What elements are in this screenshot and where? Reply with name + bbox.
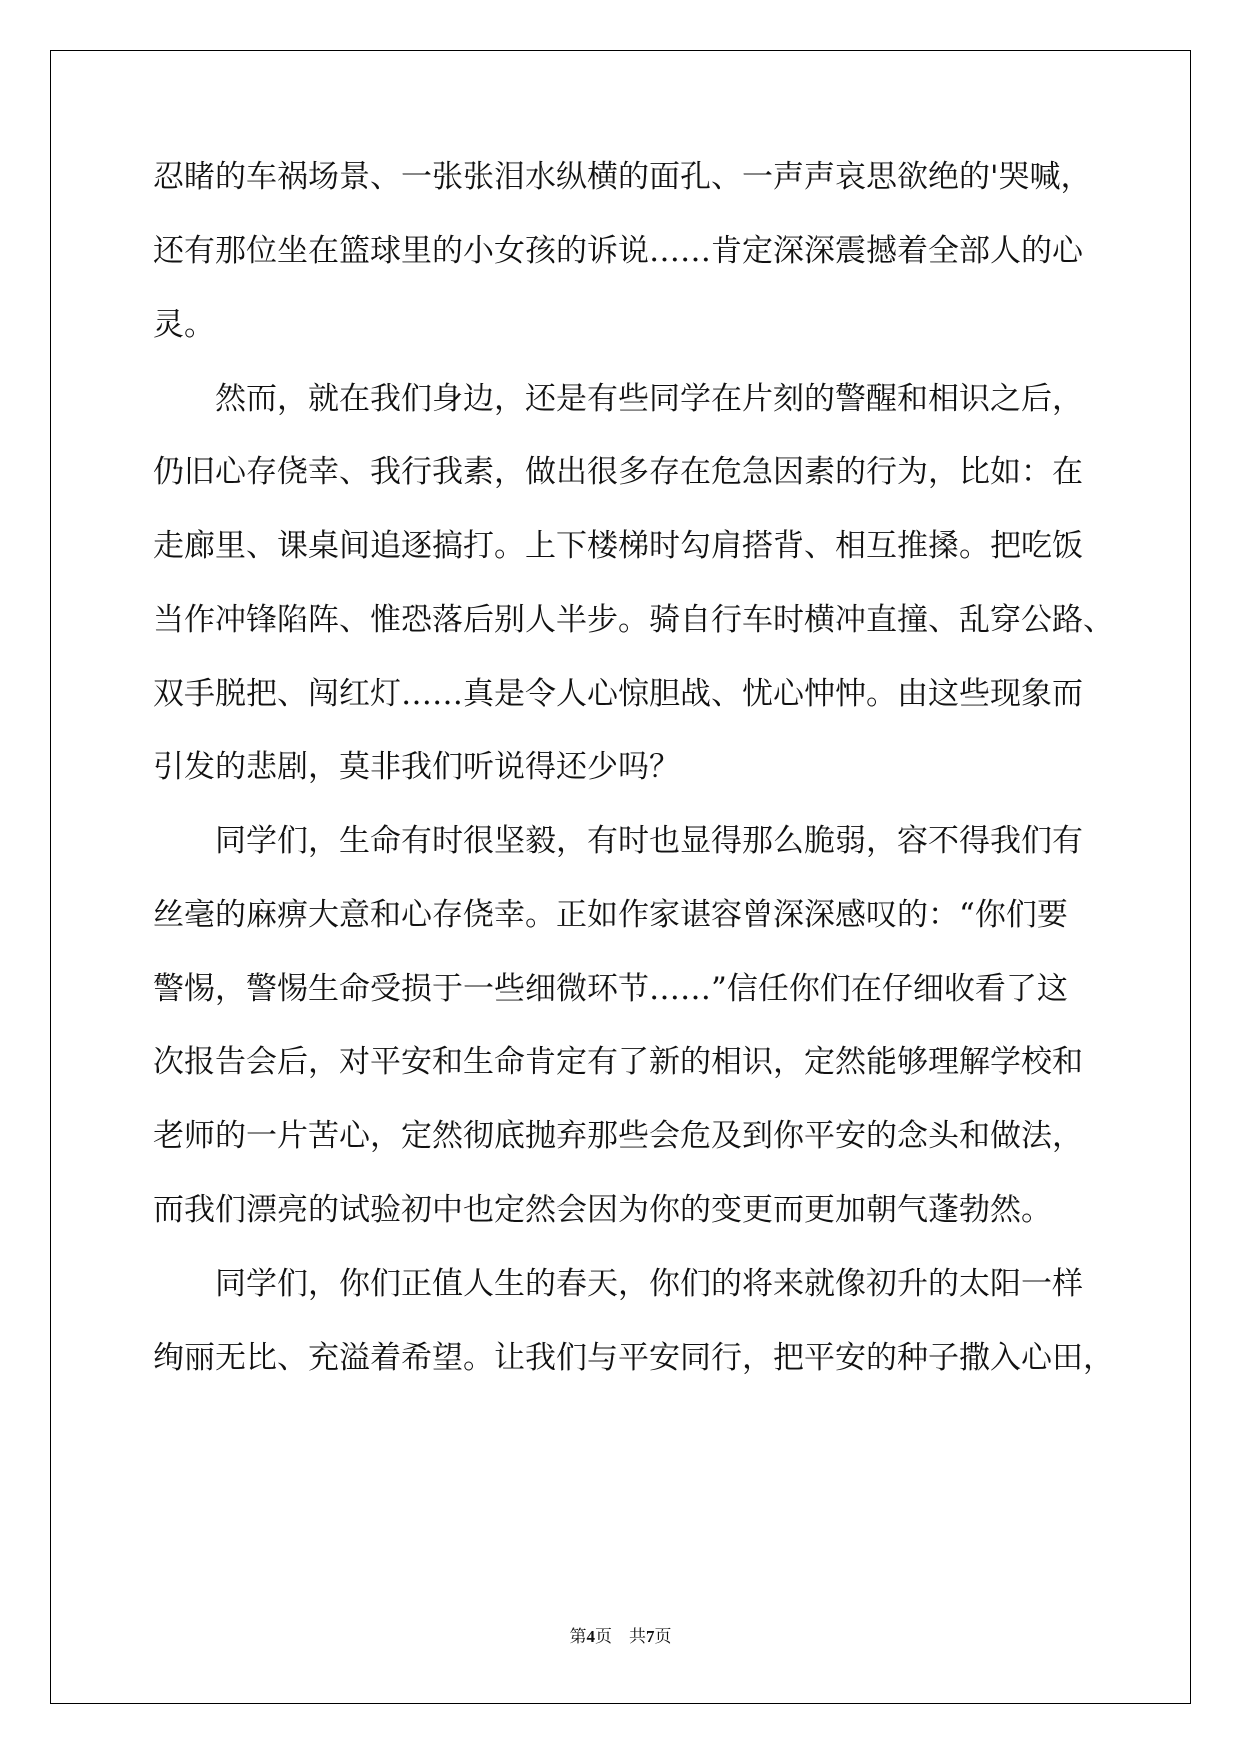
text-line: 丝毫的麻痹大意和心存侥幸。正如作家谌容曾深深感叹的：“你们要	[153, 897, 1068, 933]
text-line: 而我们漂亮的试验初中也定然会因为你的变更而更加朝气蓬勃然。	[153, 1192, 1052, 1228]
total-page-number: 7	[646, 1627, 655, 1646]
current-page-number: 4	[586, 1627, 595, 1646]
text-line: 还有那位坐在篮球里的小女孩的诉说……肯定深深震撼着全部人的心	[153, 233, 1083, 269]
text-line: 次报告会后，对平安和生命肯定有了新的相识，定然能够理解学校和	[153, 1044, 1083, 1080]
text-line: 仍旧心存侥幸、我行我素，做出很多存在危急因素的行为，比如：在	[153, 454, 1083, 490]
paragraph-start-line: 然而，就在我们身边，还是有些同学在片刻的警醒和相识之后，	[215, 381, 1083, 417]
text-line: 忍睹的车祸场景、一张张泪水纵横的面孔、一声声哀思欲绝的'哭喊，	[153, 159, 1092, 195]
text-line: 引发的悲剧，莫非我们听说得还少吗？	[153, 749, 680, 785]
footer-suffix: 页	[654, 1627, 672, 1646]
text-line: 绚丽无比、充溢着希望。让我们与平安同行，把平安的种子撒入心田，	[153, 1340, 1114, 1376]
paragraph-start-line: 同学们，你们正值人生的春天，你们的将来就像初升的太阳一样	[215, 1266, 1083, 1302]
text-line: 当作冲锋陷阵、惟恐落后别人半步。骑自行车时横冲直撞、乱穿公路、	[153, 602, 1114, 638]
text-line: 警惕，警惕生命受损于一些细微环节……”信任你们在仔细收看了这	[153, 971, 1068, 1007]
text-line: 老师的一片苦心，定然彻底抛弃那些会危及到你平安的念头和做法，	[153, 1118, 1083, 1154]
text-line: 双手脱把、闯红灯……真是令人心惊胆战、忧心忡忡。由这些现象而	[153, 676, 1083, 712]
footer-middle: 页 共	[595, 1627, 646, 1646]
text-line: 走廊里、课桌间追逐搞打。上下楼梯时勾肩搭背、相互推搡。把吃饭	[153, 528, 1083, 564]
page-number-footer	[0, 1622, 1241, 1647]
footer-prefix: 第	[569, 1627, 587, 1646]
page-border	[50, 50, 1191, 1704]
paragraph-start-line: 同学们，生命有时很坚毅，有时也显得那么脆弱，容不得我们有	[215, 823, 1083, 859]
text-line: 灵。	[153, 307, 215, 343]
